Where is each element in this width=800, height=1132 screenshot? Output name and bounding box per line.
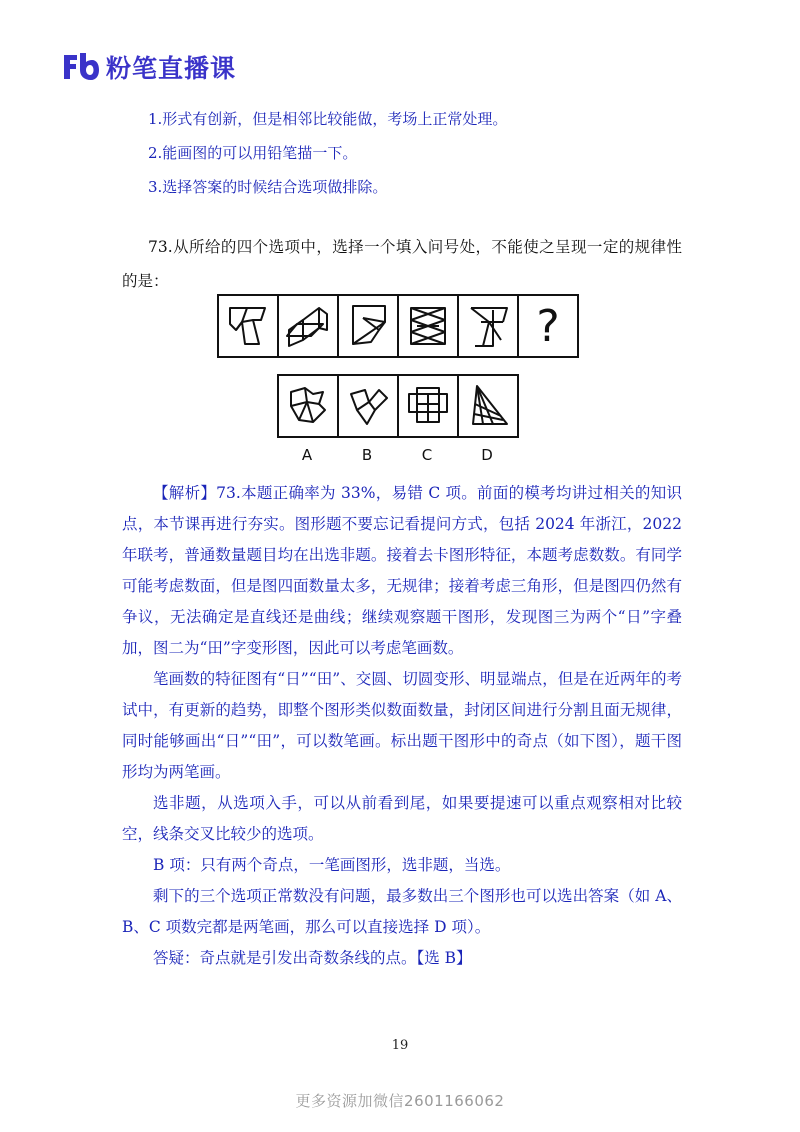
figure-cell-1: [219, 296, 277, 356]
option-d-cell: [457, 376, 517, 436]
option-a-cell: [279, 376, 337, 436]
note-item: 2.能画图的可以用铅笔描一下。: [148, 144, 358, 162]
brand-name: 粉笔直播课: [106, 54, 237, 83]
option-c-icon: [403, 380, 453, 432]
option-label-c: C: [421, 446, 433, 464]
figure-5-icon: [463, 300, 513, 352]
figure-3-icon: [343, 300, 393, 352]
analysis-paragraph: 选非题，从选项入手，可以从前看到尾，如果要提速可以重点观察相对比较空，线条交叉比较少的选项。: [122, 794, 682, 843]
note-item: 3.选择答案的时候结合选项做排除。: [148, 178, 388, 196]
question-mark: ?: [536, 300, 560, 352]
brand-header: [60, 50, 236, 84]
note-item: 1.形式有创新，但是相邻比较能做，考场上正常处理。: [148, 110, 508, 128]
option-c-cell: [397, 376, 457, 436]
option-label-d: D: [481, 446, 493, 464]
analysis-paragraph: 剩下的三个选项正常数没有问题，最多数出三个图形也可以选出答案（如 A、B、C 项数完都是两笔画，那么可以直接选择 D 项）。: [122, 887, 682, 936]
option-a-icon: [283, 380, 333, 432]
figure-cell-5: [457, 296, 517, 356]
option-label-b: B: [361, 446, 373, 464]
figure-cell-2: [277, 296, 337, 356]
question-mark-cell: [517, 296, 577, 356]
analysis-paragraph: 笔画数的特征图有“日”“田”、交圆、切圆变形、明显端点，但是在近两年的考试中，有更新的趋势，即整个图形类似数面数量，封闭区间进行分割且面无规律，同时能够画出“日”“田”，可以数笔画。标出题干图形中的奇点（如下图），题干图形均为两笔画。: [122, 670, 682, 781]
analysis-paragraph: B 项：只有两个奇点，一笔画图形，选非题，当选。: [153, 856, 511, 874]
option-d-icon: [463, 380, 513, 432]
analysis-paragraph: 【解析】73.本题正确率为 33%，易错 C 项。前面的模考均讲过相关的知识点，本节课再进行夯实。图形题不要忘记看提问方式，包括 2024 年浙江，2022 年联考，普通数量题目均在出选非题。接着去卡图形特征，本题考虑数数。有同学可能考虑数面，但是图四面数量太多，无规律；接着考虑三角形，但是图四仍然有争议，无法确定是直线还是曲线；继续观察题干图形，发现图三为两个“日”字叠加，图二为“田”字变形图，因此可以考虑笔画数。: [122, 484, 682, 657]
figure-cell-4: [397, 296, 457, 356]
figure-cell-3: [337, 296, 397, 356]
notes-list: [148, 102, 507, 204]
question-text: 73.从所给的四个选项中，选择一个填入问号处，不能使之呈现一定的规律性的是：: [122, 238, 682, 290]
page-number: 19: [391, 1038, 409, 1053]
question-figure-row: [217, 294, 579, 358]
figure-1-icon: [223, 300, 273, 352]
option-b-cell: [337, 376, 397, 436]
figure-4-icon: [403, 300, 453, 352]
figure-2-icon: [283, 300, 333, 352]
option-label-a: A: [301, 446, 313, 464]
fenbi-logo-icon: [60, 51, 100, 83]
watermark-text: 更多资源加微信2601166062: [295, 1092, 505, 1110]
options-figure-row: [277, 374, 519, 438]
analysis-paragraph: 答疑：奇点就是引发出奇数条线的点。【选 B】: [153, 949, 472, 967]
option-labels: [277, 446, 517, 464]
analysis-section: [122, 478, 682, 974]
option-b-icon: [343, 380, 393, 432]
